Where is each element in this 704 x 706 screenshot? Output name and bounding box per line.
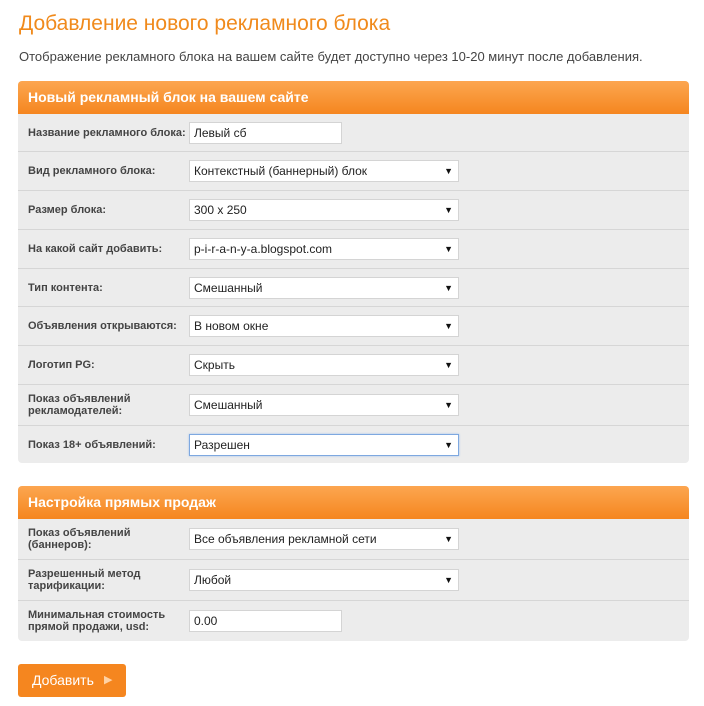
field-label: На какой сайт добавить:: [28, 243, 163, 255]
dropdown-arrow-icon: ▼: [444, 439, 453, 450]
block-size-select[interactable]: [189, 199, 459, 221]
dropdown-arrow-icon: ▼: [444, 244, 453, 254]
select-value: 300 x 250: [194, 203, 247, 217]
banners-select[interactable]: [189, 528, 459, 550]
dropdown-arrow-icon: ▼: [444, 400, 453, 410]
open-mode-select[interactable]: [189, 315, 459, 337]
field-label: Минимальная стоимость прямой продажи, usd:: [28, 609, 166, 633]
field-label: Разрешенный метод тарификации:: [28, 568, 141, 592]
field-label: Размер блока:: [28, 204, 107, 216]
select-value: Скрыть: [194, 358, 235, 372]
direct-sales-panel: [18, 486, 689, 641]
content-type-select[interactable]: [189, 277, 459, 299]
form-row-type: [18, 152, 689, 191]
add-button[interactable]: [18, 664, 126, 697]
dropdown-arrow-icon: ▼: [444, 166, 453, 176]
form-row-min-price: [18, 601, 689, 641]
page-subtitle: Отображение рекламного блока на вашем сайте будет доступно через 10-20 минут после добавления.: [19, 49, 643, 64]
select-value: Контекстный (баннерный) блок: [194, 164, 368, 178]
dropdown-arrow-icon: ▼: [444, 534, 453, 544]
logo-select[interactable]: [189, 354, 459, 376]
select-value: Смешанный: [194, 280, 263, 295]
field-label: Логотип PG:: [28, 359, 95, 371]
select-value: Любой: [194, 573, 232, 587]
adult-ads-select[interactable]: [189, 434, 459, 456]
select-value: p-i-r-a-n-y-a.blogspot.com: [194, 242, 333, 256]
select-value: Все объявления рекламной сети: [194, 532, 377, 546]
site-select[interactable]: [189, 238, 459, 260]
input-value: 0.00: [194, 614, 218, 628]
form-row-logo: [18, 346, 689, 385]
form-row-adult: [18, 426, 689, 463]
field-label: Название рекламного блока:: [28, 126, 186, 139]
field-label: Объявления открываются:: [28, 320, 177, 332]
block-name-input[interactable]: [189, 122, 342, 144]
dropdown-arrow-icon: ▼: [444, 205, 453, 215]
field-label: Тип контента:: [28, 281, 103, 294]
dropdown-arrow-icon: ▼: [444, 360, 453, 370]
advertisers-select[interactable]: [189, 394, 459, 416]
form-row-content-type: [18, 269, 689, 307]
page-title: Добавление нового рекламного блока: [19, 12, 391, 35]
select-value: Разрешен: [194, 437, 250, 452]
form-row-advertisers: [18, 385, 689, 426]
form-row-site: [18, 230, 689, 269]
select-value: В новом окне: [194, 319, 269, 333]
panel-header: Настройка прямых продаж: [18, 486, 689, 519]
form-row-name: [18, 114, 689, 152]
dropdown-arrow-icon: ▼: [444, 321, 453, 331]
select-value: Смешанный: [194, 398, 263, 412]
block-type-select[interactable]: [189, 160, 459, 182]
min-price-input[interactable]: [189, 610, 342, 632]
input-value: Левый сб: [194, 125, 247, 140]
billing-method-select[interactable]: [189, 569, 459, 591]
form-row-open-mode: [18, 307, 689, 346]
field-label: Показ объявлений рекламодателей:: [28, 393, 131, 417]
add-button-label: Добавить: [32, 672, 94, 688]
ad-block-panel: [18, 81, 689, 463]
field-label: Показ 18+ объявлений:: [28, 438, 156, 451]
form-row-banners: [18, 519, 689, 560]
panel-header: Новый рекламный блок на вашем сайте: [18, 81, 689, 114]
field-label: Показ объявлений (баннеров):: [28, 527, 131, 551]
field-label: Вид рекламного блока:: [28, 165, 156, 177]
form-row-size: [18, 191, 689, 230]
chevron-right-icon: ▶: [104, 674, 113, 686]
form-row-billing: [18, 560, 689, 601]
dropdown-arrow-icon: ▼: [444, 282, 453, 293]
dropdown-arrow-icon: ▼: [444, 575, 453, 585]
